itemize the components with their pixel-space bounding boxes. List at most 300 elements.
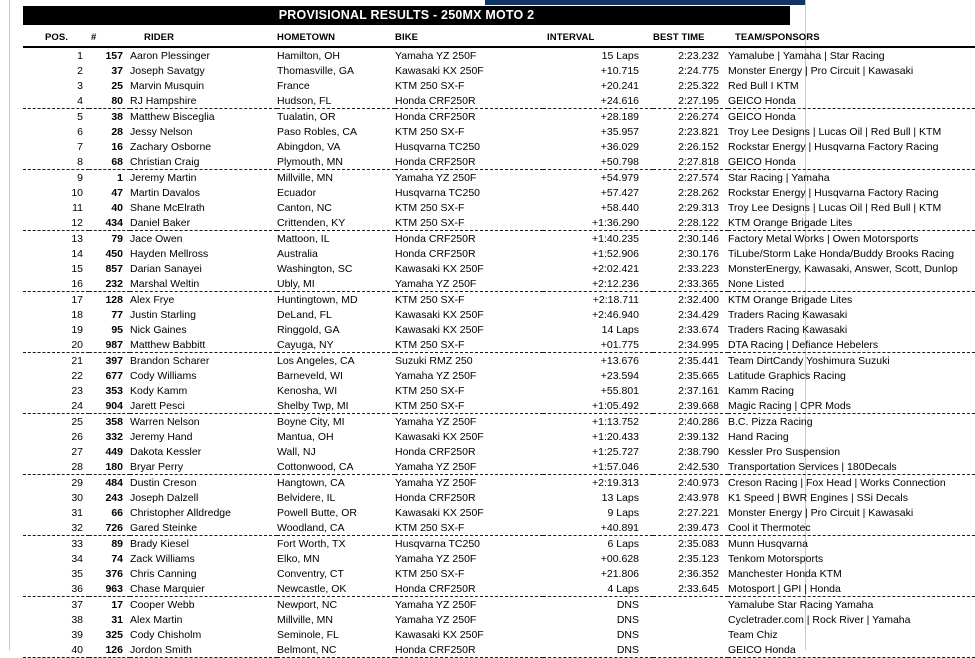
cell-best-time: 2:27.221	[678, 506, 719, 519]
cell-rider: Cody Williams	[130, 369, 197, 382]
cell-best-time	[653, 642, 728, 658]
table-row[interactable]	[23, 429, 975, 444]
cell-interval: +23.594	[600, 369, 639, 382]
cell-best-time: 2:33.645	[653, 581, 728, 597]
table-row[interactable]	[23, 414, 975, 430]
cell-bike: Yamaha YZ 250F	[395, 552, 477, 565]
cell-team: Motosport | GPI | Honda	[728, 581, 975, 597]
cell-number: 376	[105, 567, 123, 580]
cell-pos: 23	[71, 384, 83, 397]
cell-rider: Jeremy Martin	[130, 171, 197, 184]
cell-team: GEICO Honda	[728, 642, 975, 658]
cell-pos: 16	[23, 276, 89, 292]
cell-best-time: 2:27.195	[653, 93, 728, 109]
cell-hometown: Millville, MN	[277, 171, 333, 184]
cell-best-time: 2:27.574	[678, 171, 719, 184]
cell-bike: Honda CRF250R	[395, 491, 476, 504]
cell-number: 79	[111, 232, 123, 245]
cell-pos: 32	[23, 520, 89, 536]
cell-pos: 24	[23, 398, 89, 414]
cell-interval: +57.427	[600, 186, 639, 199]
cell-interval: +40.891	[543, 520, 653, 536]
cell-number: 77	[111, 308, 123, 321]
cell-interval: DNS	[543, 642, 653, 658]
cell-bike: KTM 250 SX-F	[395, 398, 543, 414]
table-row[interactable]	[23, 398, 975, 414]
table-row[interactable]	[23, 307, 975, 322]
cell-interval: +55.801	[600, 384, 639, 397]
cell-interval: +1:52.906	[591, 247, 639, 260]
cell-interval: +2:02.421	[591, 262, 639, 275]
cell-interval: +54.979	[600, 171, 639, 184]
cell-team: Latitude Graphics Racing	[728, 369, 846, 382]
cell-number: 25	[111, 79, 123, 92]
cell-team: Rockstar Energy | Husqvarna Factory Racing	[728, 140, 939, 153]
cell-interval: DNS	[616, 628, 639, 641]
cell-pos: 4	[23, 93, 89, 109]
cell-rider: Hayden Mellross	[130, 247, 209, 260]
cell-bike: Kawasaki KX 250F	[395, 64, 484, 77]
table-row[interactable]	[23, 612, 975, 627]
cell-interval: DNS	[616, 613, 639, 626]
cell-pos: 18	[71, 308, 83, 321]
cell-bike: Honda CRF250R	[395, 642, 543, 658]
cell-team: DTA Racing | Defiance Hebelers	[728, 337, 975, 353]
cell-interval: +36.029	[600, 140, 639, 153]
cell-bike: KTM 250 SX-F	[395, 567, 465, 580]
cell-team: Manchester Honda KTM	[728, 567, 842, 580]
cell-best-time: 2:23.232	[678, 49, 719, 62]
cell-best-time: 2:33.674	[678, 323, 719, 336]
cell-team: Cycletrader.com | Rock River | Yamaha	[728, 613, 911, 626]
cell-number: 37	[111, 64, 123, 77]
cell-team: GEICO Honda	[728, 93, 975, 109]
cell-team: Team DirtCandy Yoshimura Suzuki	[728, 354, 890, 367]
cell-rider: Zack Williams	[130, 552, 195, 565]
cell-hometown: Powell Butte, OR	[277, 506, 357, 519]
table-row[interactable]	[23, 536, 975, 552]
cell-rider: Joseph Dalzell	[130, 491, 199, 504]
cell-pos: 36	[23, 581, 89, 597]
column-header-best-time: BEST TIME	[653, 32, 728, 47]
cell-pos: 20	[23, 337, 89, 353]
cell-number: 243	[105, 491, 123, 504]
cell-number: 74	[111, 552, 123, 565]
cell-best-time: 2:39.473	[653, 520, 728, 536]
cell-rider: Brady Kiesel	[130, 537, 189, 550]
cell-hometown: Belmont, NC	[277, 642, 395, 658]
table-row[interactable]	[23, 520, 975, 536]
column-header-number: #	[89, 32, 130, 47]
table-row[interactable]	[23, 170, 975, 186]
cell-bike: Husqvarna TC250	[395, 537, 481, 550]
cell-hometown: Abingdon, VA	[277, 140, 341, 153]
table-row[interactable]	[23, 246, 975, 261]
cell-interval: +1:05.492	[543, 398, 653, 414]
cell-pos: 30	[71, 491, 83, 504]
cell-pos: 21	[71, 354, 83, 367]
cell-team: Monster Energy | Pro Circuit | Kawasaki	[728, 506, 914, 519]
cell-hometown: Shelby Twp, MI	[277, 398, 395, 414]
cell-hometown: Conventry, CT	[277, 567, 344, 580]
cell-best-time: 2:28.262	[678, 186, 719, 199]
cell-bike: Yamaha YZ 250F	[395, 415, 477, 428]
cell-bike: Yamaha YZ 250F	[395, 476, 477, 489]
table-row[interactable]	[23, 597, 975, 613]
cell-bike: Husqvarna TC250	[395, 140, 481, 153]
cell-hometown: Boyne City, MI	[277, 415, 345, 428]
cell-hometown: Belvidere, IL	[277, 491, 336, 504]
cell-bike: KTM 250 SX-F	[395, 520, 543, 536]
cell-bike: Yamaha YZ 250F	[395, 276, 543, 292]
cell-bike: Yamaha YZ 250F	[395, 171, 477, 184]
cell-rider: Chris Canning	[130, 567, 197, 580]
cell-number: 66	[111, 506, 123, 519]
cell-number: 397	[105, 354, 123, 367]
cell-pos: 31	[71, 506, 83, 519]
cell-best-time: 2:28.122	[653, 215, 728, 231]
cell-hometown: Millville, MN	[277, 613, 333, 626]
cell-best-time: 2:35.123	[678, 552, 719, 565]
cell-hometown: Mattoon, IL	[277, 232, 330, 245]
cell-team: Yamalube | Yamaha | Star Racing	[728, 49, 885, 62]
cell-number: 89	[111, 537, 123, 550]
cell-team: Red Bull I KTM	[728, 79, 799, 92]
cell-hometown: Cayuga, NY	[277, 337, 395, 353]
cell-hometown: Newcastle, OK	[277, 581, 395, 597]
cell-hometown: Los Angeles, CA	[277, 354, 355, 367]
cell-best-time: 2:35.441	[678, 354, 719, 367]
cell-interval: +2:12.236	[543, 276, 653, 292]
table-row[interactable]	[23, 337, 975, 353]
column-header-rider: RIDER	[130, 32, 277, 47]
page-left-edge	[0, 0, 10, 650]
cell-interval: 13 Laps	[601, 491, 639, 504]
cell-number: 68	[89, 154, 130, 170]
cell-bike: Kawasaki KX 250F	[395, 506, 484, 519]
cell-interval: +2:18.711	[592, 293, 639, 306]
table-row[interactable]	[23, 200, 975, 215]
cell-hometown: France	[277, 79, 310, 92]
cell-interval: 15 Laps	[601, 49, 639, 62]
cell-best-time: 2:34.429	[678, 308, 719, 321]
cell-team: Tenkom Motorsports	[728, 552, 824, 565]
cell-interval: +50.798	[543, 154, 653, 170]
cell-hometown: Barneveld, WI	[277, 369, 343, 382]
cell-interval: 14 Laps	[601, 323, 639, 336]
cell-team: Star Racing | Yamaha	[728, 171, 830, 184]
cell-best-time: 2:42.530	[653, 459, 728, 475]
cell-interval: +1:13.752	[591, 415, 639, 428]
cell-team: GEICO Honda	[728, 154, 975, 170]
cell-best-time: 2:36.352	[678, 567, 719, 580]
column-header-bike: BIKE	[395, 32, 543, 47]
cell-team: K1 Speed | BWR Engines | SSi Decals	[728, 491, 908, 504]
cell-pos: 1	[77, 49, 83, 62]
cell-number: 232	[89, 276, 130, 292]
cell-rider: Chase Marquier	[130, 581, 277, 597]
cell-best-time: 2:35.665	[678, 369, 719, 382]
cell-interval: +2:46.940	[591, 308, 639, 321]
table-row[interactable]	[23, 383, 975, 398]
table-row[interactable]	[23, 124, 975, 139]
cell-best-time	[653, 597, 728, 613]
cell-number: 80	[89, 93, 130, 109]
cell-hometown: Fort Worth, TX	[277, 537, 346, 550]
table-row[interactable]	[23, 642, 975, 658]
cell-interval: +58.440	[600, 201, 639, 214]
column-header-interval: INTERVAL	[543, 32, 653, 47]
table-row[interactable]	[23, 581, 975, 597]
cell-interval: +24.616	[543, 93, 653, 109]
cell-best-time: 2:32.400	[678, 293, 719, 306]
cell-rider: Matthew Babbitt	[130, 337, 277, 353]
cell-pos: 6	[77, 125, 83, 138]
cell-rider: Dustin Creson	[130, 476, 197, 489]
cell-team: Traders Racing Kawasaki	[728, 323, 848, 336]
cell-hometown: Elko, MN	[277, 552, 320, 565]
cell-rider: Gared Steinke	[130, 520, 277, 536]
cell-hometown: Crittenden, KY	[277, 215, 395, 231]
cell-pos: 29	[71, 476, 83, 489]
table-row[interactable]	[23, 231, 975, 247]
table-row[interactable]	[23, 551, 975, 566]
cell-team: Munn Husqvarna	[728, 537, 808, 550]
cell-rider: Cody Chisholm	[130, 628, 202, 641]
cell-number: 726	[89, 520, 130, 536]
table-row[interactable]	[23, 490, 975, 505]
cell-pos: 37	[71, 598, 83, 611]
cell-number: 963	[89, 581, 130, 597]
cell-bike: Honda CRF250R	[395, 93, 543, 109]
cell-hometown: Plymouth, MN	[277, 154, 395, 170]
cell-best-time: 2:33.365	[653, 276, 728, 292]
cell-bike: Honda CRF250R	[395, 247, 476, 260]
cell-pos: 22	[71, 369, 83, 382]
cell-bike: KTM 250 SX-F	[395, 384, 465, 397]
table-row[interactable]	[23, 276, 975, 292]
cell-hometown: Mantua, OH	[277, 430, 334, 443]
table-row[interactable]	[23, 139, 975, 154]
cell-bike: Yamaha YZ 250F	[395, 613, 477, 626]
cell-pos: 27	[71, 445, 83, 458]
table-row[interactable]	[23, 292, 975, 308]
cell-best-time: 2:26.152	[678, 140, 719, 153]
table-row[interactable]	[23, 459, 975, 475]
column-header-team: TEAM/SPONSORS	[728, 32, 975, 47]
cell-number: 857	[105, 262, 123, 275]
cell-best-time: 2:33.223	[678, 262, 719, 275]
cell-best-time: 2:40.286	[678, 415, 719, 428]
table-row[interactable]	[23, 109, 975, 125]
table-row[interactable]	[23, 78, 975, 93]
cell-interval: +20.241	[600, 79, 639, 92]
cell-rider: Brandon Scharer	[130, 354, 210, 367]
cell-team: Cool it Thermotec	[728, 520, 975, 536]
cell-best-time: 2:24.775	[678, 64, 719, 77]
cell-best-time: 2:39.132	[678, 430, 719, 443]
cell-hometown: Cottonwood, CA	[277, 459, 395, 475]
cell-bike: Yamaha YZ 250F	[395, 459, 543, 475]
cell-number: 677	[105, 369, 123, 382]
cell-pos: 25	[71, 415, 83, 428]
cell-number: 904	[89, 398, 130, 414]
cell-interval: +1:20.433	[591, 430, 639, 443]
table-row[interactable]	[23, 261, 975, 276]
cell-interval: +35.957	[600, 125, 639, 138]
cell-rider: Zachary Osborne	[130, 140, 212, 153]
cell-bike: KTM 250 SX-F	[395, 79, 465, 92]
cell-hometown: DeLand, FL	[277, 308, 332, 321]
cell-rider: Darian Sanayei	[130, 262, 202, 275]
cell-number: 450	[105, 247, 123, 260]
cell-bike: Honda CRF250R	[395, 110, 476, 123]
cell-rider: Joseph Savatgy	[130, 64, 205, 77]
table-row[interactable]	[23, 627, 975, 642]
cell-bike: Kawasaki KX 250F	[395, 628, 484, 641]
cell-hometown: Hamilton, OH	[277, 49, 341, 62]
cell-number: 180	[89, 459, 130, 475]
column-header-pos: POS.	[23, 32, 89, 47]
cell-rider: Matthew Bisceglia	[130, 110, 215, 123]
cell-hometown: Hangtown, CA	[277, 476, 345, 489]
cell-best-time: 2:40.973	[678, 476, 719, 489]
cell-hometown: Tualatin, OR	[277, 110, 336, 123]
cell-rider: Jeremy Hand	[130, 430, 193, 443]
cell-interval: +21.806	[600, 567, 639, 580]
cell-pos: 11	[72, 201, 83, 214]
column-header-row	[23, 32, 975, 47]
cell-bike: KTM 250 SX-F	[395, 201, 465, 214]
table-row[interactable]	[23, 475, 975, 491]
cell-best-time: 2:38.790	[678, 445, 719, 458]
column-header-hometown: HOMETOWN	[277, 32, 395, 47]
cell-team: KTM Orange Brigade Lites	[728, 215, 975, 231]
table-row[interactable]	[23, 444, 975, 459]
cell-team: MonsterEnergy, Kawasaki, Answer, Scott, Dunlop	[728, 262, 958, 275]
cell-rider: Jordon Smith	[130, 642, 277, 658]
cell-rider: Warren Nelson	[130, 415, 200, 428]
cell-hometown: Paso Robles, CA	[277, 125, 357, 138]
cell-best-time: 2:27.818	[653, 154, 728, 170]
cell-number: 38	[111, 110, 123, 123]
cell-bike: Honda CRF250R	[395, 581, 543, 597]
cell-pos: 40	[23, 642, 89, 658]
cell-bike: Yamaha YZ 250F	[395, 598, 477, 611]
cell-pos: 15	[71, 262, 83, 275]
cell-bike: KTM 250 SX-F	[395, 215, 543, 231]
cell-pos: 17	[71, 293, 83, 306]
cell-interval: DNS	[616, 598, 639, 611]
cell-rider: Shane McElrath	[130, 201, 205, 214]
cell-number: 325	[105, 628, 123, 641]
cell-best-time: 2:30.146	[678, 232, 719, 245]
cell-rider: Alex Frye	[130, 293, 175, 306]
cell-team: TiLube/Storm Lake Honda/Buddy Brooks Racing	[728, 247, 955, 260]
cell-pos: 8	[23, 154, 89, 170]
cell-rider: Bryar Perry	[130, 459, 277, 475]
cell-number: 47	[111, 186, 123, 199]
cell-team: Yamalube Star Racing Yamaha	[728, 598, 874, 611]
cell-team: Transportation Services | 180Decals	[728, 459, 975, 475]
cell-team: Traders Racing Kawasaki	[728, 308, 848, 321]
cell-team: B.C. Pizza Racing	[728, 415, 813, 428]
cell-hometown: Woodland, CA	[277, 520, 395, 536]
cell-hometown: Ringgold, GA	[277, 323, 340, 336]
cell-number: 17	[111, 598, 123, 611]
results-table-body	[23, 47, 975, 658]
cell-team: None Listed	[728, 276, 975, 292]
cell-rider: RJ Hampshire	[130, 93, 277, 109]
cell-pos: 14	[71, 247, 83, 260]
table-row[interactable]	[23, 368, 975, 383]
cell-best-time: 2:29.313	[678, 201, 719, 214]
cell-bike: Kawasaki KX 250F	[395, 262, 484, 275]
cell-best-time	[653, 627, 728, 642]
cell-team: Hand Racing	[728, 430, 789, 443]
cell-number: 128	[105, 293, 123, 306]
cell-interval: +00.628	[600, 552, 639, 565]
table-row[interactable]	[23, 322, 975, 337]
cell-pos: 19	[71, 323, 83, 336]
cell-pos: 39	[71, 628, 83, 641]
table-row[interactable]	[23, 185, 975, 200]
table-row[interactable]	[23, 93, 975, 109]
cell-interval: 4 Laps	[543, 581, 653, 597]
cell-interval: 6 Laps	[607, 537, 639, 550]
cell-number: 332	[105, 430, 123, 443]
cell-hometown: Washington, SC	[277, 262, 353, 275]
cell-team: KTM Orange Brigade Lites	[728, 293, 853, 306]
cell-number: 157	[105, 49, 123, 62]
cell-bike: Kawasaki KX 250F	[395, 430, 484, 443]
cell-rider: Marshal Weltin	[130, 276, 277, 292]
cell-team: Creson Racing | Fox Head | Works Connection	[728, 476, 946, 489]
results-content	[23, 0, 958, 658]
cell-pos: 34	[71, 552, 83, 565]
cell-best-time: 2:37.161	[678, 384, 719, 397]
cell-pos: 7	[77, 140, 83, 153]
cell-best-time: 2:25.322	[678, 79, 719, 92]
cell-interval: +1:40.235	[591, 232, 639, 245]
table-row[interactable]	[23, 47, 975, 63]
cell-interval: +1:36.290	[543, 215, 653, 231]
cell-number: 126	[89, 642, 130, 658]
cell-rider: Cooper Webb	[130, 598, 195, 611]
table-row[interactable]	[23, 154, 975, 170]
cell-bike: Honda CRF250R	[395, 232, 476, 245]
cell-best-time: 2:35.083	[678, 537, 719, 550]
table-row[interactable]	[23, 215, 975, 231]
cell-interval: +1:57.046	[543, 459, 653, 475]
cell-rider: Jarett Pesci	[130, 398, 277, 414]
cell-interval: +1:25.727	[591, 445, 639, 458]
cell-number: 449	[105, 445, 123, 458]
cell-bike: Yamaha YZ 250F	[395, 369, 477, 382]
table-row[interactable]	[23, 353, 975, 369]
table-row[interactable]	[23, 505, 975, 520]
cell-best-time: 2:34.995	[653, 337, 728, 353]
table-row[interactable]	[23, 566, 975, 581]
cell-hometown: Kenosha, WI	[277, 384, 338, 397]
cell-pos: 35	[71, 567, 83, 580]
cell-interval: +28.189	[600, 110, 639, 123]
cell-hometown: Thomasville, GA	[277, 64, 355, 77]
cell-pos: 38	[71, 613, 83, 626]
cell-rider: Daniel Baker	[130, 215, 277, 231]
table-row[interactable]	[23, 63, 975, 78]
cell-best-time: 2:26.274	[678, 110, 719, 123]
